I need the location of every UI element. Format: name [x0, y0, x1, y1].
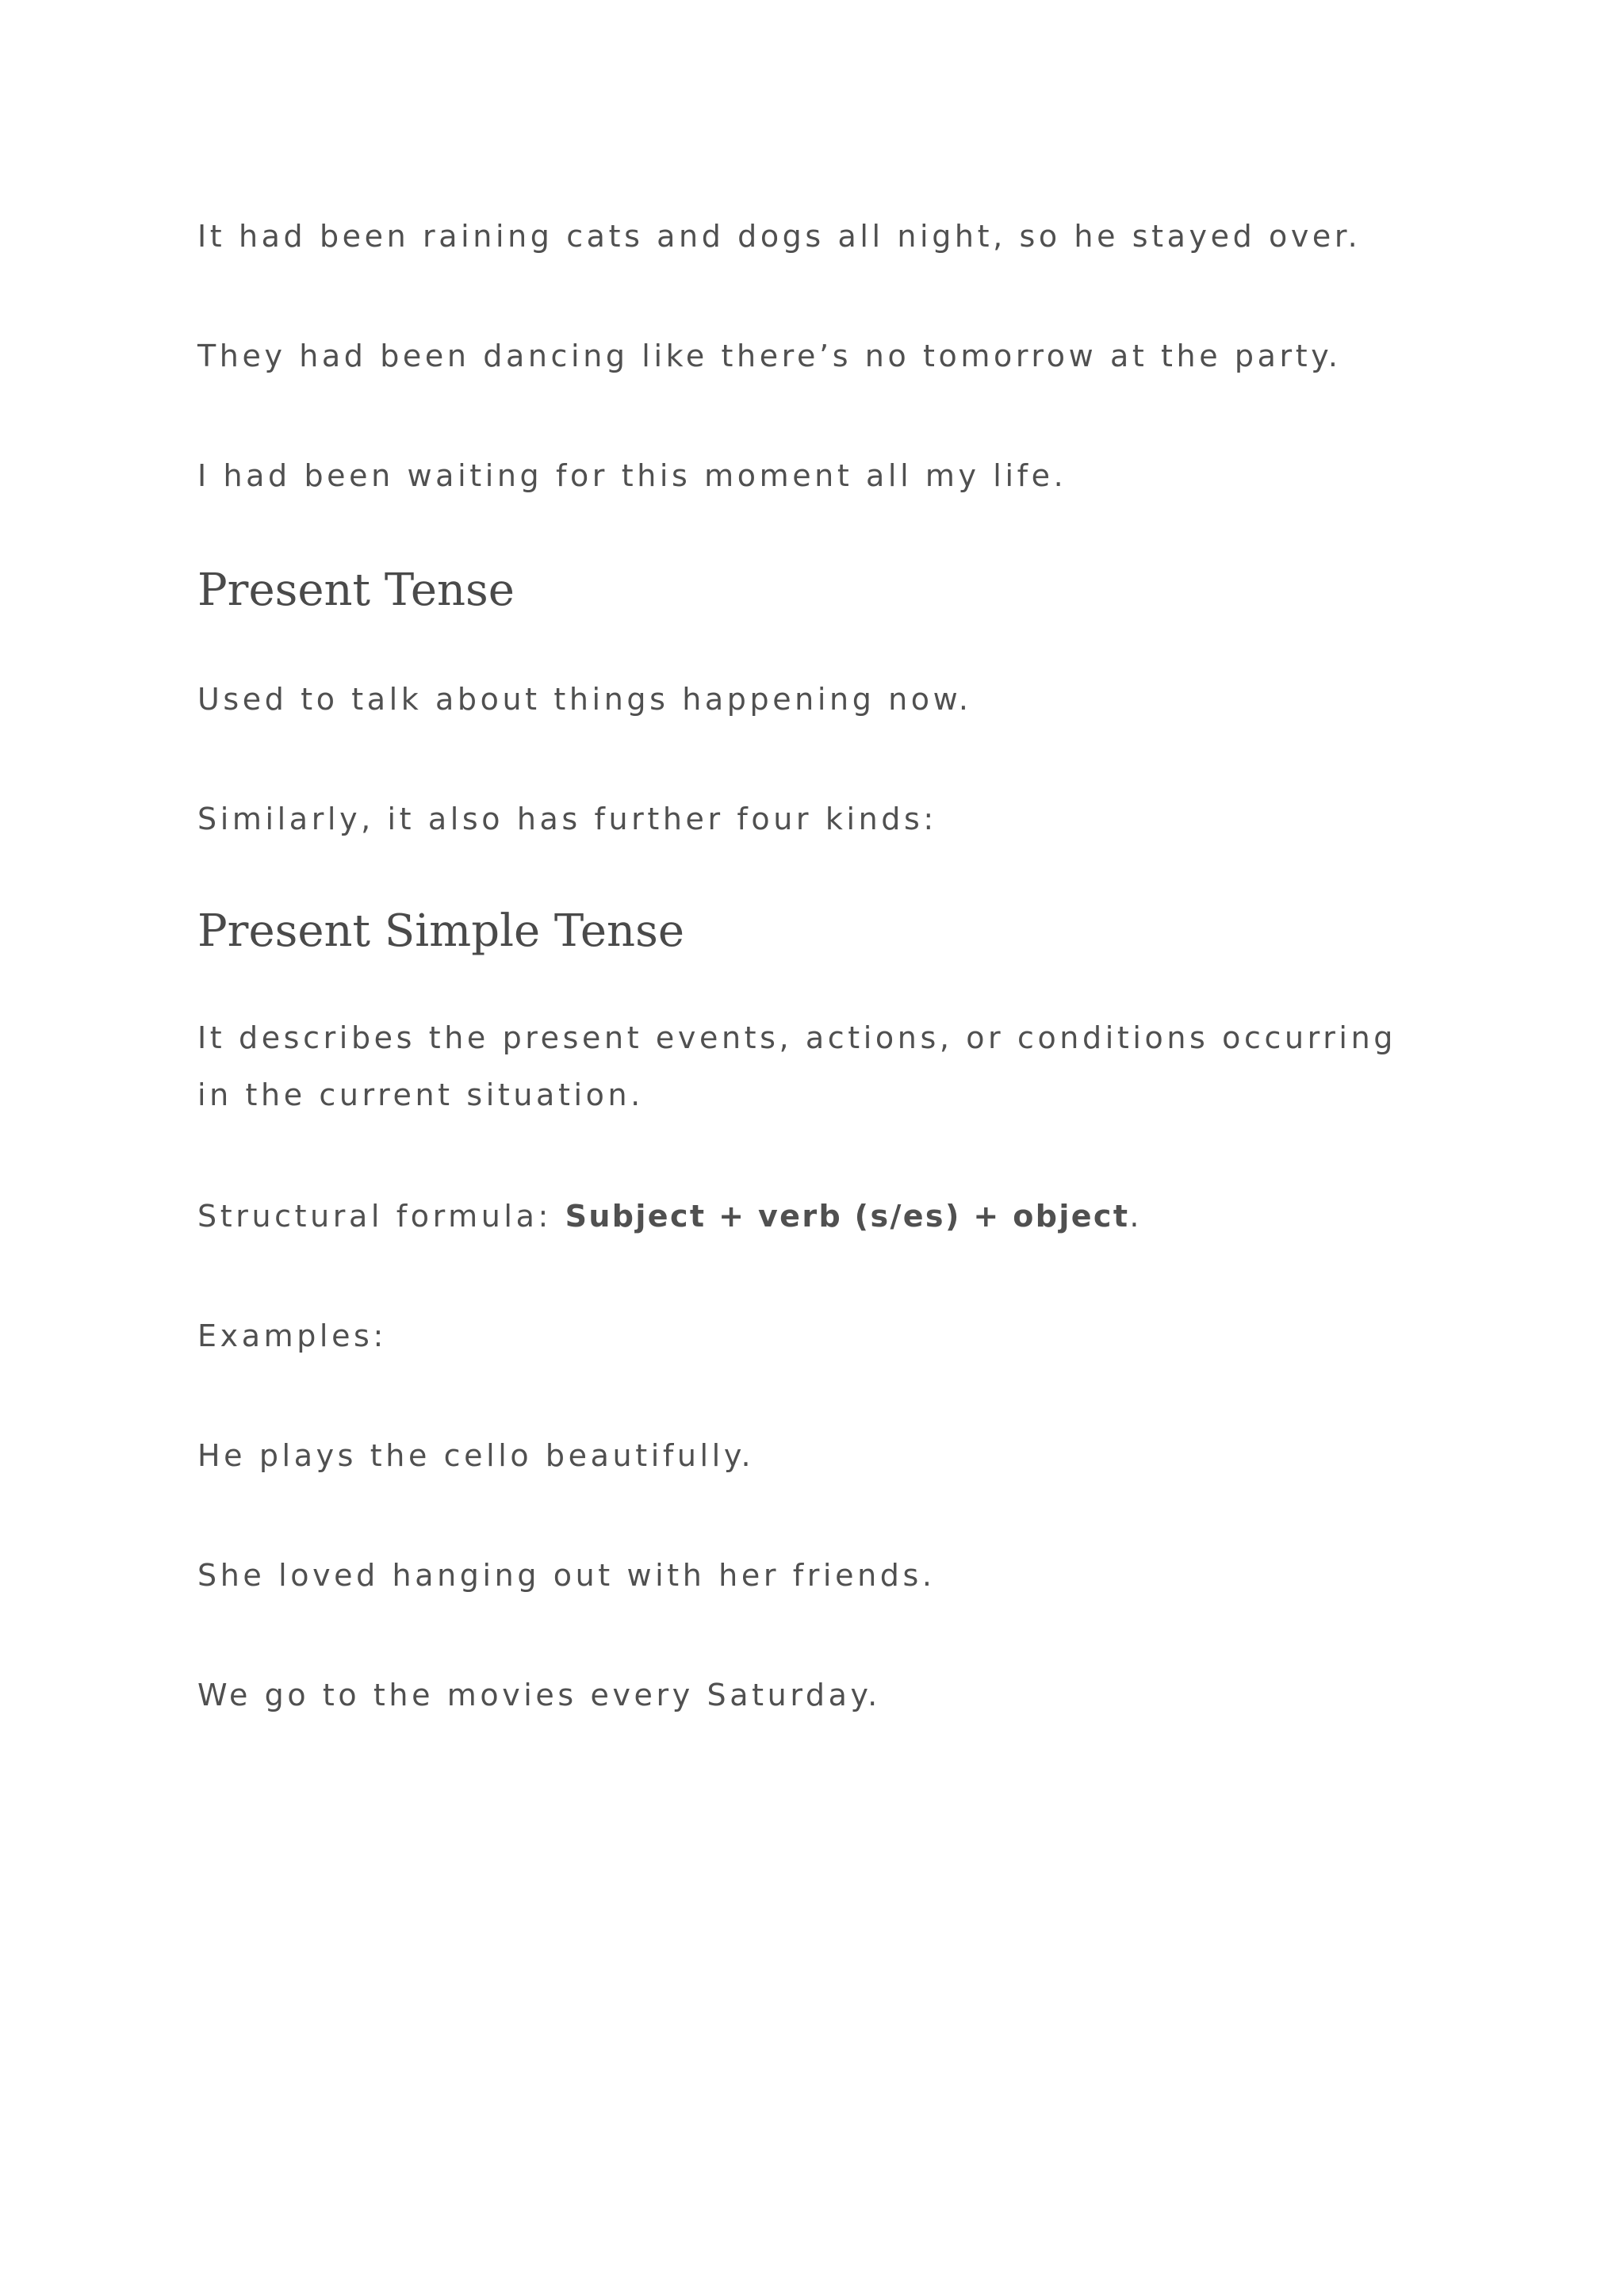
formula-period: . [1129, 1199, 1143, 1234]
structural-formula [197, 1188, 1143, 1245]
example-sentence: It had been raining cats and dogs all night, so he stayed over. [197, 219, 1362, 254]
example-sentence: We go to the movies every Saturday. [197, 1678, 881, 1712]
formula-text: Subject + verb (s/es) + object [565, 1199, 1130, 1234]
present-simple-description: It describes the present events, actions, or conditions occurring in the current situation. [197, 1020, 1396, 1112]
section-heading-present-tense: Present Tense [197, 564, 515, 616]
formula-label: Structural formula: [197, 1199, 565, 1234]
example-sentence: They had been dancing like there’s no tomorrow at the party. [197, 339, 1342, 373]
examples-label: Examples: [197, 1318, 387, 1353]
example-sentence: I had been waiting for this moment all my life. [197, 458, 1067, 493]
present-tense-kinds-note: Similarly, it also has further four kinds: [197, 802, 937, 836]
section-heading-present-simple: Present Simple Tense [197, 905, 685, 957]
example-sentence: She loved hanging out with her friends. [197, 1558, 936, 1593]
example-sentence: He plays the cello beautifully. [197, 1438, 755, 1473]
present-tense-intro: Used to talk about things happening now. [197, 682, 972, 717]
